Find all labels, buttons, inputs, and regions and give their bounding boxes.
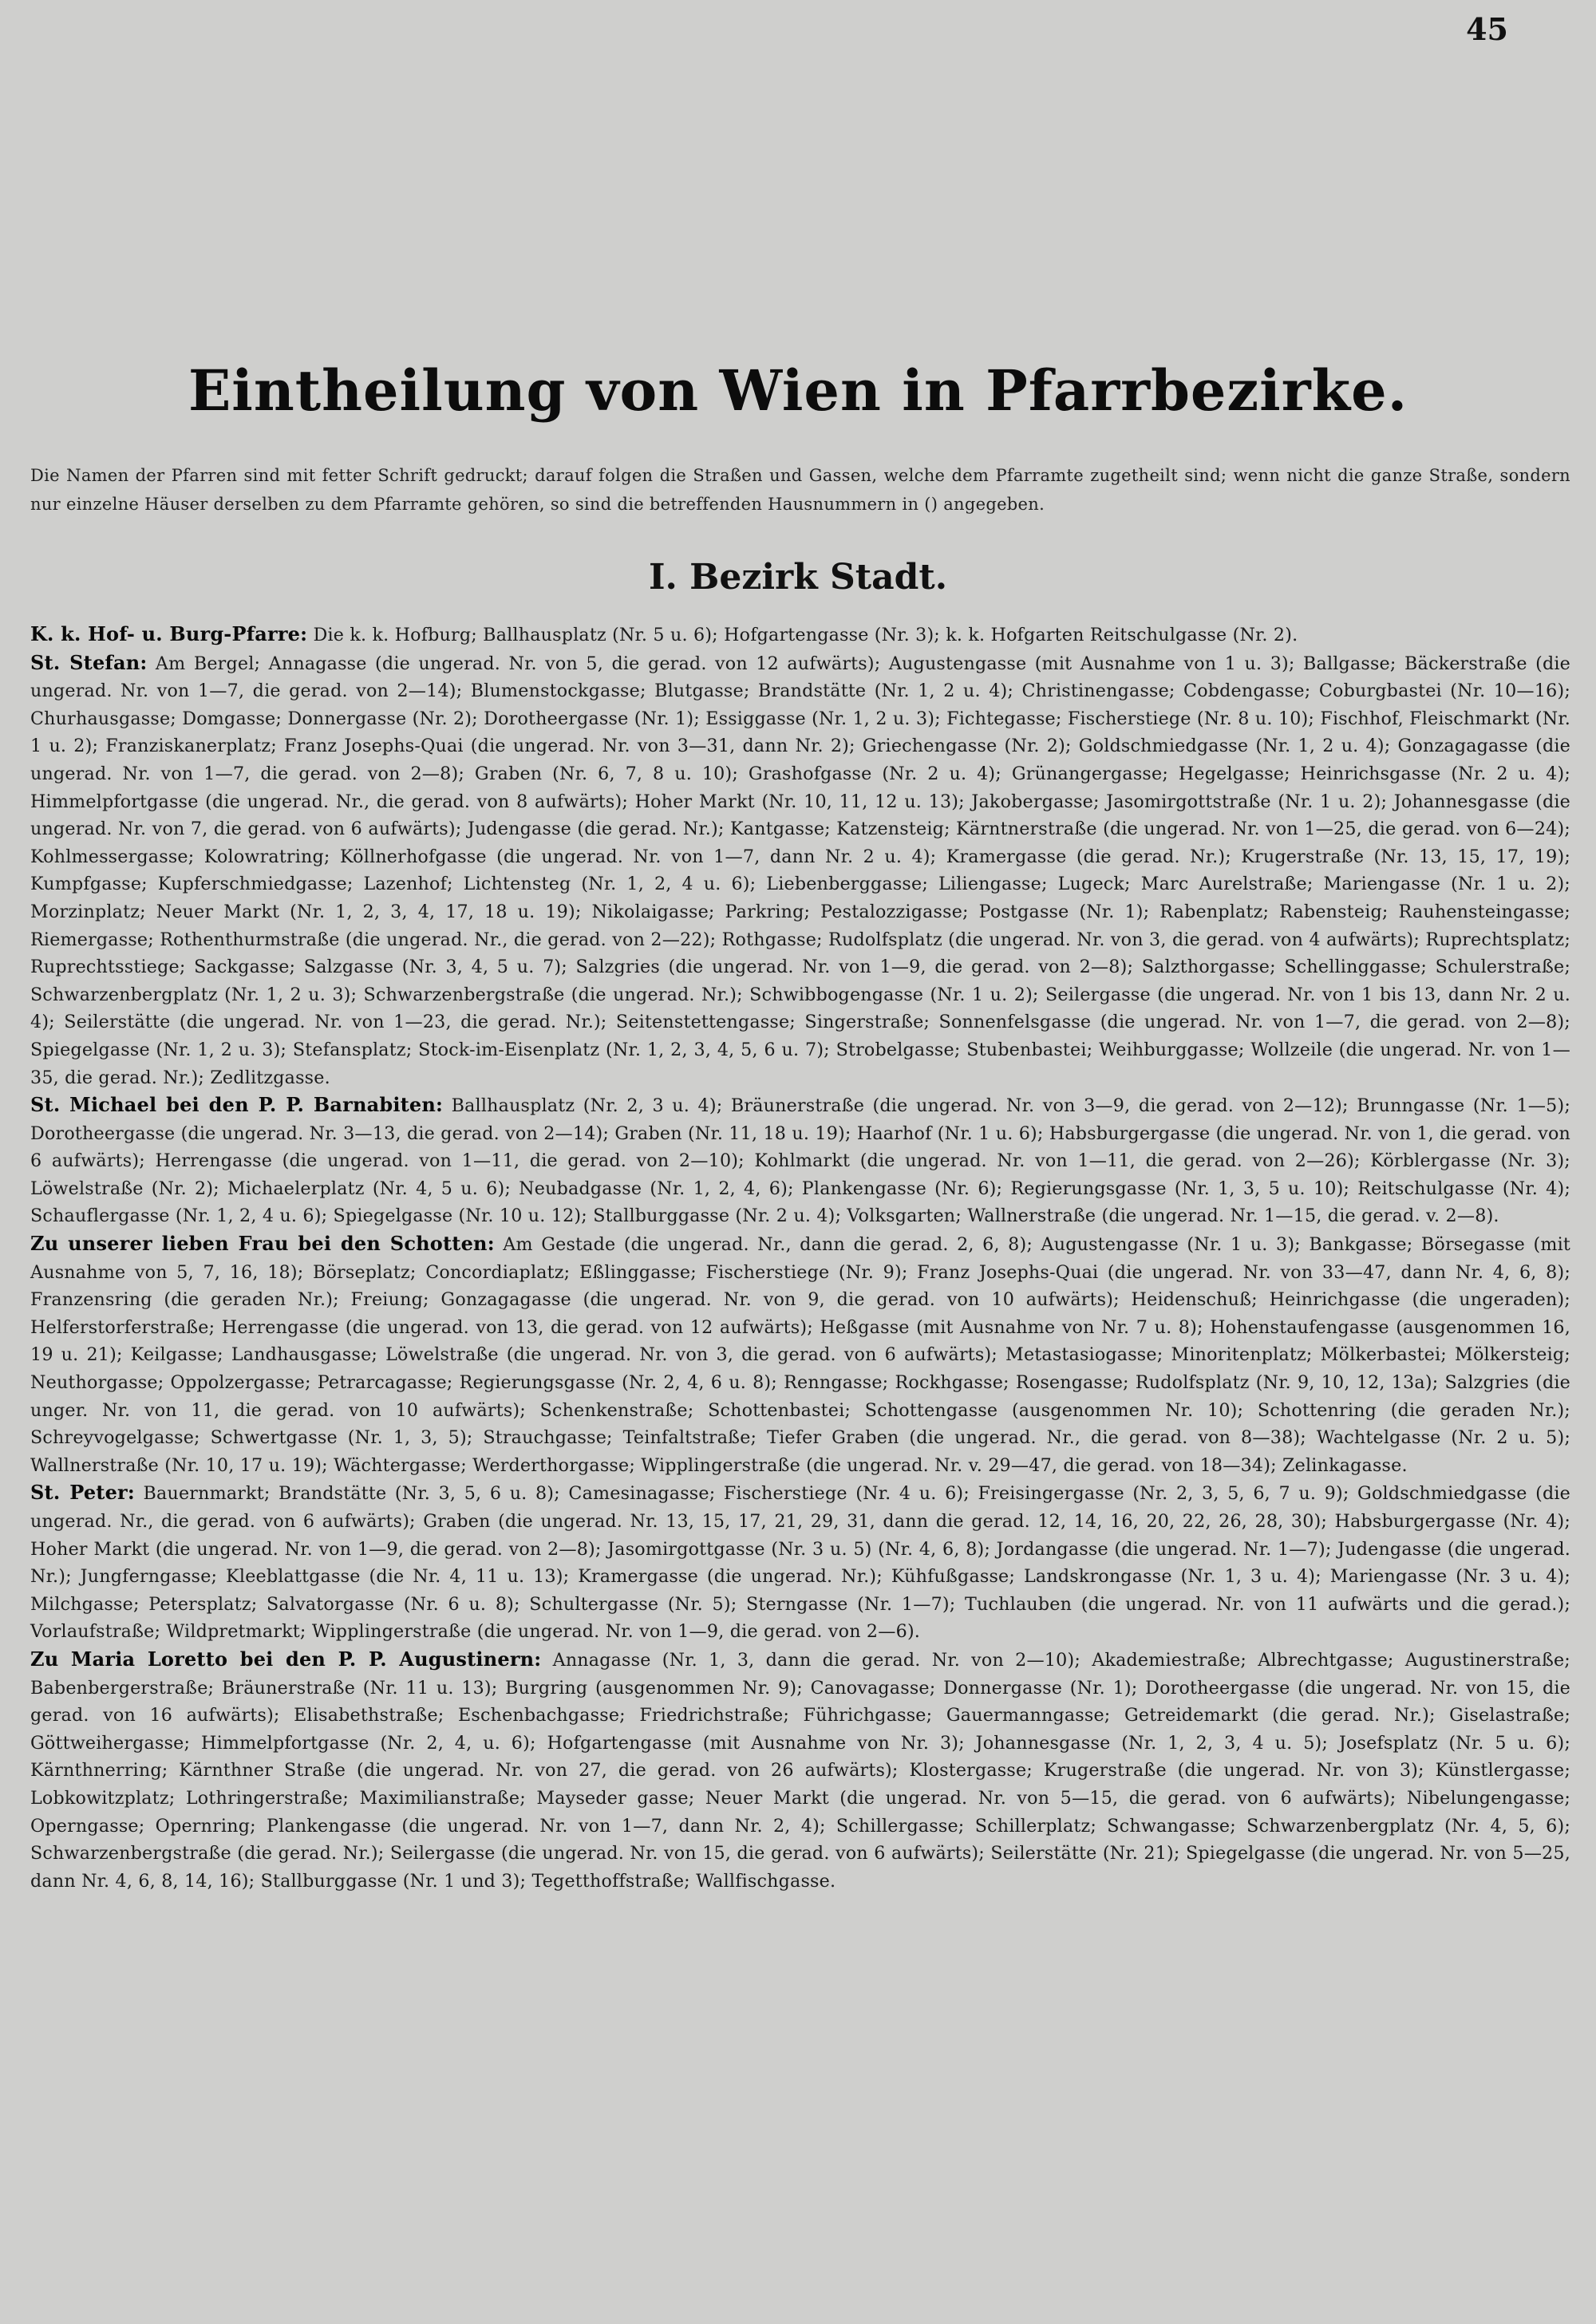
parish-name: Zu Maria Loretto bei den P. P. Augustinern: [30, 1647, 542, 1671]
parish-entry [30, 1479, 1570, 1646]
page-number: 45 [1466, 11, 1508, 47]
parish-entry [30, 1646, 1570, 1895]
parish-list [30, 621, 1570, 1895]
parish-name: K. k. Hof- u. Burg-Pfarre: [30, 622, 308, 645]
parish-entry [30, 649, 1570, 1092]
parish-name: St. Stefan: [30, 650, 148, 674]
parish-streets: Am Gestade (die ungerad. Nr., dann die gerad. 2, 6, 8); Augustengasse (Nr. 1 u. 3); Bankgasse; Börsegasse (mit Ausnahme von 5, 7, 16, 18); Börseplatz; Concordiaplatz; Eßlinggasse; Fischerstiege (Nr. 9); Franz Josephs-Quai (die ungerad. Nr. von 33—47, dann Nr. 4, 6, 8); Franzensring (die geraden Nr.); Freiung; Gonzagagasse (die ungerad. Nr. von 9, die gerad. von 10 aufwärts); Heidenschuß; Heinrichgasse (die ungeraden); Helferstorferstraße; Herrengasse (die ungerad. von 13, die gerad. von 12 aufwärts); Heßgasse (mit Ausnahme von Nr. 7 u. 8); Hohenstaufengasse (ausgenommen 16, 19 u. 21); Keilgasse; Landhausgasse; Löwelstraße (die ungerad. Nr. von 3, die gerad. von 6 aufwärts); Metastasiogasse; Minoritenplatz; Mölkerbastei; Mölkersteig; Neuthorgasse; Oppolzergasse; Petrarcagasse; Regierungsgasse (Nr. 2, 4, 6 u. 8); Renngasse; Rockhgasse; Rosengasse; Rudolfsplatz (Nr. 9, 10, 12, 13a); Salzgries (die unger. Nr. von 11, die gerad. von 10 aufwärts); Schenkenstraße; Schottenbastei; Schottengasse (ausgenommen Nr. 10); Schottenring (die geraden Nr.); Schreyvogelgasse; Schwertgasse (Nr. 1, 3, 5); Strauchgasse; Teinfaltstraße; Tiefer Graben (die ungerad. Nr., die gerad. von 8—38); Wachtelgasse (Nr. 2 u. 5); Wallnerstraße (Nr. 10, 17 u. 19); Wächtergasse; Werderthorgasse; Wipplingerstraße (die ungerad. Nr. v. 29—47, die gerad. von 18—34); Zelinkagasse. [30, 1234, 1570, 1476]
parish-name: St. Peter: [30, 1481, 135, 1505]
parish-name: St. Michael bei den P. P. Barnabiten: [30, 1093, 444, 1117]
parish-entry [30, 1230, 1570, 1479]
district-heading: I. Bezirk Stadt. [648, 557, 948, 598]
parish-name: Zu unserer lieben Frau bei den Schotten: [30, 1232, 495, 1256]
page-title: Eintheilung von Wien in Pfarrbezirke. [188, 357, 1408, 424]
parish-streets: Bauernmarkt; Brandstätte (Nr. 3, 5, 6 u. 8); Camesinagasse; Fischerstiege (Nr. 4 u. 6); Freisingergasse (Nr. 2, 3, 5, 6, 7 u. 9); Goldschmiedgasse (die ungerad. Nr., die gerad. von 6 aufwärts); Graben (die ungerad. Nr. 13, 15, 17, 21, 29, 31, dann die gerad. 12, 14, 16, 20, 22, 26, 28, 30); Habsburgergasse (Nr. 4); Hoher Markt (die ungerad. Nr. von 1—9, die gerad. von 2—8); Jasomirgottgasse (Nr. 3 u. 5) (Nr. 4, 6, 8); Jordangasse (die ungerad. Nr. 1—7); Judengasse (die ungerad. Nr.); Jungferngasse; Kleeblattgasse (die Nr. 4, 11 u. 13); Kramergasse (die ungerad. Nr.); Kühfußgasse; Landskrongasse (Nr. 1, 3 u. 4); Mariengasse (Nr. 3 u. 4); Milchgasse; Petersplatz; Salvatorgasse (Nr. 6 u. 8); Schultergasse (Nr. 5); Sterngasse (Nr. 1—7); Tuchlauben (die ungerad. Nr. von 11 aufwärts und die gerad.); Vorlaufstraße; Wildpretmarkt; Wipplingerstraße (die ungerad. Nr. von 1—9, die gerad. von 2—6). [30, 1483, 1570, 1643]
parish-entry [30, 1091, 1570, 1230]
parish-streets: Die k. k. Hofburg; Ballhausplatz (Nr. 5 u. 6); Hofgartengasse (Nr. 3); k. k. Hofgarten Reitschulgasse (Nr. 2). [313, 625, 1298, 645]
parish-entry [30, 621, 1570, 649]
parish-streets: Annagasse (Nr. 1, 3, dann die gerad. Nr. von 2—10); Akademiestraße; Albrechtgasse; Augustinerstraße; Babenbergerstraße; Bräunerstraße (Nr. 11 u. 13); Burgring (ausgenommen Nr. 9); Canovagasse; Donnergasse (Nr. 1); Dorotheergasse (die ungerad. Nr. von 15, die gerad. von 16 aufwärts); Elisabethstraße; Eschenbachgasse; Friedrichstraße; Führichgasse; Gauermanngasse; Getreidemarkt (die gerad. Nr.); Giselastraße; Göttweihergasse; Himmelpfortgasse (Nr. 2, 4, u. 6); Hofgartengasse (mit Ausnahme von Nr. 3); Johannesgasse (Nr. 1, 2, 3, 4 u. 5); Josefsplatz (Nr. 5 u. 6); Kärnthnerring; Kärnthner Straße (die ungerad. Nr. von 27, die gerad. von 26 aufwärts); Klostergasse; Krugerstraße (die ungerad. Nr. von 3); Künstlergasse; Lobkowitzplatz; Lothringerstraße; Maximilianstraße; Mayseder gasse; Neuer Markt (die ungerad. Nr. von 5—15, die gerad. von 6 aufwärts); Nibelungengasse; Operngasse; Opernring; Plankengasse (die ungerad. Nr. von 1—7, dann Nr. 2, 4); Schillergasse; Schillerplatz; Schwangasse; Schwarzenbergplatz (Nr. 4, 5, 6); Schwarzenbergstraße (die gerad. Nr.); Seilergasse (die ungerad. Nr. von 15, die gerad. von 6 aufwärts); Seilerstätte (Nr. 21); Spiegelgasse (die ungerad. Nr. von 5—25, dann Nr. 4, 6, 8, 14, 16); Stallburggasse (Nr. 1 und 3); Tegetthoffstraße; Wallfischgasse. [30, 1649, 1570, 1892]
parish-streets: Ballhausplatz (Nr. 2, 3 u. 4); Bräunerstraße (die ungerad. Nr. von 3—9, die gerad. von 2—12); Brunngasse (Nr. 1—5); Dorotheergasse (die ungerad. Nr. 3—13, die gerad. von 2—14); Graben (Nr. 11, 18 u. 19); Haarhof (Nr. 1 u. 6); Habsburgergasse (die ungerad. Nr. von 1, die gerad. von 6 aufwärts); Herrengasse (die ungerad. von 1—11, die gerad. von 2—10); Kohlmarkt (die ungerad. Nr. von 1—11, die gerad. von 2—26); Körblergasse (Nr. 3); Löwelstraße (Nr. 2); Michaelerplatz (Nr. 4, 5 u. 6); Neubadgasse (Nr. 1, 2, 4, 6); Plankengasse (Nr. 6); Regierungsgasse (Nr. 1, 3, 5 u. 10); Reitschulgasse (Nr. 4); Schauflergasse (Nr. 1, 2, 4 u. 6); Spiegelgasse (Nr. 10 u. 12); Stallburggasse (Nr. 2 u. 4); Volksgarten; Wallnerstraße (die ungerad. Nr. 1—15, die gerad. v. 2—8). [30, 1095, 1570, 1227]
intro-paragraph: Die Namen der Pfarren sind mit fetter Schrift gedruckt; darauf folgen die Straßen und Gassen, welche dem Pfarramte zugetheilt sind; wenn nicht die ganze Straße, sondern nur einzelne Häuser derselben zu dem Pfarramte gehören, so sind die betreffenden Hausnummern in () angegeben. [30, 466, 1570, 514]
parish-streets: Am Bergel; Annagasse (die ungerad. Nr. von 5, die gerad. von 12 aufwärts); Augustengasse (mit Ausnahme von 1 u. 3); Ballgasse; Bäckerstraße (die ungerad. Nr. von 1—7, die gerad. von 2—14); Blumenstockgasse; Blutgasse; Brandstätte (Nr. 1, 2 u. 4); Christinengasse; Cobdengasse; Coburgbastei (Nr. 10—16); Churhausgasse; Domgasse; Donnergasse (Nr. 2); Dorotheergasse (Nr. 1); Essiggasse (Nr. 1, 2 u. 3); Fichtegasse; Fischerstiege (Nr. 8 u. 10); Fischhof, Fleischmarkt (Nr. 1 u. 2); Franziskanerplatz; Franz Josephs-Quai (die ungerad. Nr. von 3—31, dann Nr. 2); Griechengasse (Nr. 2); Goldschmiedgasse (Nr. 1, 2 u. 4); Gonzagagasse (die ungerad. Nr. von 1—7, die gerad. von 2—8); Graben (Nr. 6, 7, 8 u. 10); Grashofgasse (Nr. 2 u. 4); Grünangergasse; Hegelgasse; Heinrichsgasse (Nr. 2 u. 4); Himmelpfortgasse (die ungerad. Nr., die gerad. von 8 aufwärts); Hoher Markt (Nr. 10, 11, 12 u. 13); Jakobergasse; Jasomirgottstraße (Nr. 1 u. 2); Johannesgasse (die ungerad. Nr. von 7, die gerad. von 6 aufwärts); Judengasse (die gerad. Nr.); Kantgasse; Katzensteig; Kärntnerstraße (die ungerad. Nr. von 1—25, die gerad. von 6—24); Kohlmessergasse; Kolowratring; Köllnerhofgasse (die ungerad. Nr. von 1—7, dann Nr. 2 u. 4); Kramergasse (die gerad. Nr.); Krugerstraße (Nr. 13, 15, 17, 19); Kumpfgasse; Kupferschmiedgasse; Lazenhof; Lichtensteg (Nr. 1, 2, 4 u. 6); Liebenberggasse; Liliengasse; Lugeck; Marc Aurelstraße; Mariengasse (Nr. 1 u. 2); Morzinplatz; Neuer Markt (Nr. 1, 2, 3, 4, 17, 18 u. 19); Nikolaigasse; Parkring; Pestalozzigasse; Postgasse (Nr. 1); Rabenplatz; Rabensteig; Rauhensteingasse; Riemergasse; Rothenthurmstraße (die ungerad. Nr., die gerad. von 2—22); Rothgasse; Rudolfsplatz (die ungerad. Nr. von 3, die gerad. von 4 aufwärts); Ruprechtsplatz; Ruprechtsstiege; Sackgasse; Salzgasse (Nr. 3, 4, 5 u. 7); Salzgries (die ungerad. Nr. von 1—9, die gerad. von 2—8); Salzthorgasse; Schellinggasse; Schulerstraße; Schwarzenbergplatz (Nr. 1, 2 u. 3); Schwarzenbergstraße (die ungerad. Nr.); Schwibbogengasse (Nr. 1 u. 2); Seilergasse (die ungerad. Nr. von 1 bis 13, dann Nr. 2 u. 4); Seilerstätte (die ungerad. Nr. von 1—23, die gerad. Nr.); Seitenstettengasse; Singerstraße; Sonnenfelsgasse (die ungerad. Nr. von 1—7, die gerad. von 2—8); Spiegelgasse (Nr. 1, 2 u. 3); Stefansplatz; Stock-im-Eisenplatz (Nr. 1, 2, 3, 4, 5, 6 u. 7); Strobelgasse; Stubenbastei; Weihburggasse; Wollzeile (die ungerad. Nr. von 1—35, die gerad. Nr.); Zedlitzgasse. [30, 653, 1570, 1088]
